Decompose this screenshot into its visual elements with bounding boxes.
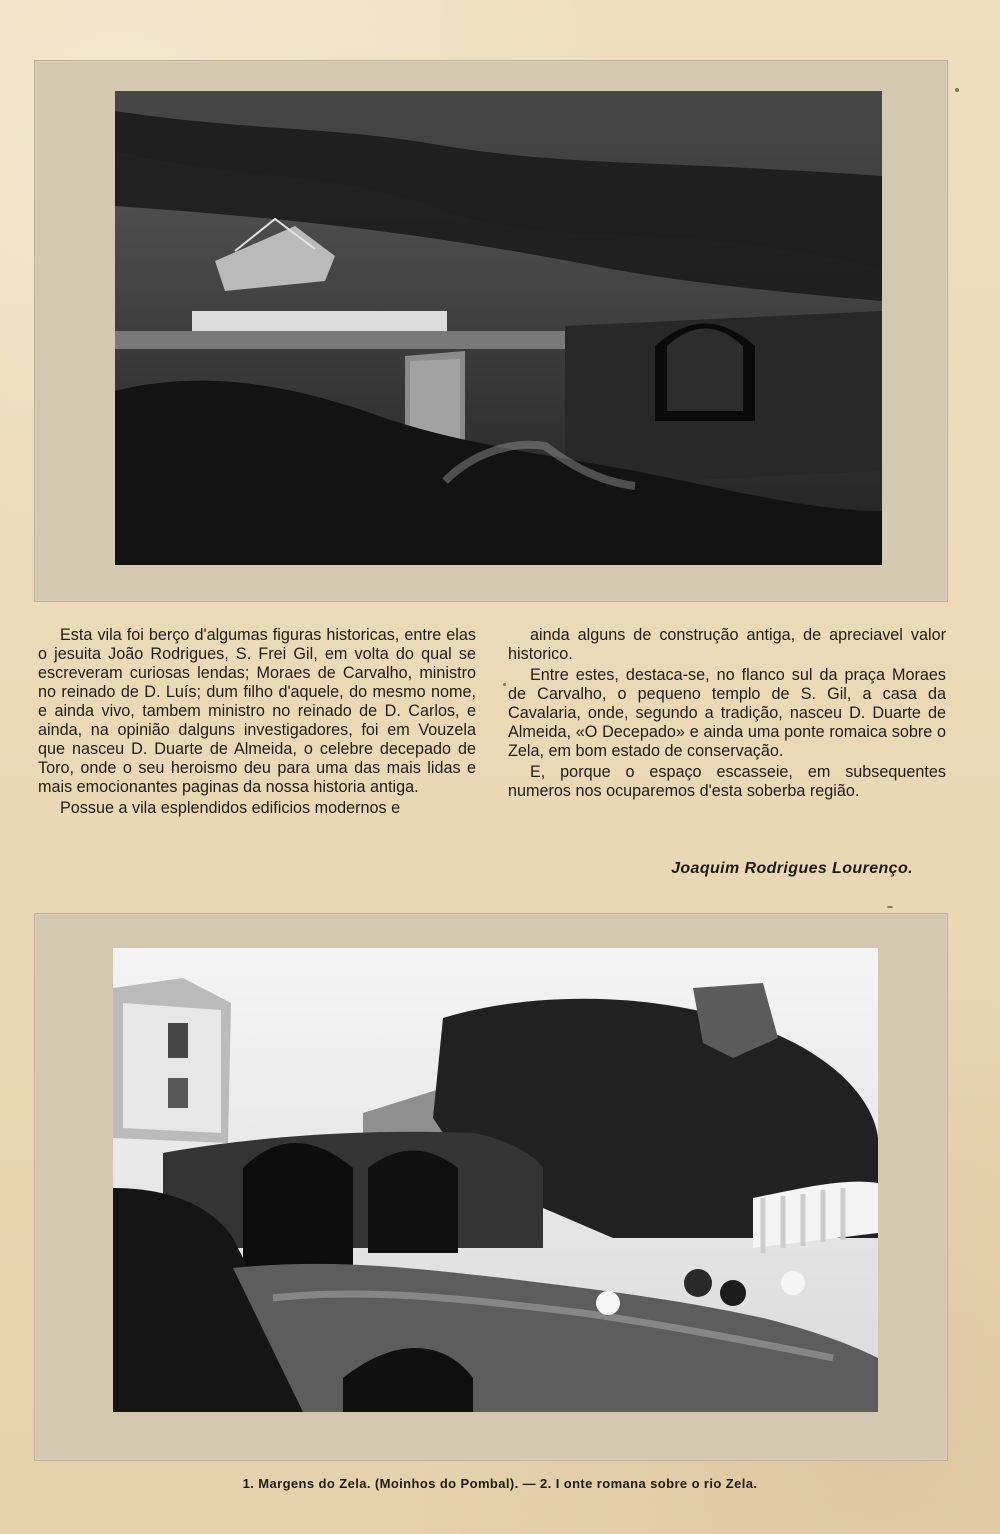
paper-speck: [955, 88, 959, 92]
paper-speck: [503, 683, 506, 686]
left-paragraph-2: Possue a vila esplendidos edificios modernos e: [60, 799, 401, 817]
photo-frame-top: [34, 60, 948, 602]
paper-speck: [887, 906, 893, 908]
photo-roman-bridge: [113, 948, 878, 1412]
photo-caption: 1. Margens do Zela. (Moinhos do Pombal). — 2. I onte romana sobre o rio Zela.: [242, 1476, 758, 1491]
right-paragraph-3: E, porque o espaço escasseie, em subsequentes numeros nos ocuparemos d'esta soberba região.: [508, 763, 946, 800]
article-text: [38, 626, 950, 886]
right-paragraph-1: ainda alguns de construção antiga, de apreciavel valor historico.: [508, 626, 946, 663]
left-paragraph-1: Esta vila foi berço d'algumas figuras historicas, entre elas o jesuita João Rodrigues, S. Frei Gil, em volta do qual se escreveram curiosas lendas; Moraes de Carvalho, ministro no reinado de D. Luís; dum filho d'aquele, do mesmo nome, e ainda vivo, tambem ministro no reinado de D. Carlos, e ainda, na opinião dalguns investigadores, foi em Vouzela que nasceu D. Duarte de Almeida, o celebre decepado de Toro, onde o seu heroismo deu para uma das mais lidas e mais emocionantes paginas da nossa historia antiga.: [38, 626, 476, 796]
photo-frame-bottom: [34, 913, 948, 1461]
photo-margins-of-zela: [115, 91, 882, 565]
author-signature: Joaquim Rodrigues Lourenço.: [671, 860, 913, 877]
right-paragraph-2: Entre estes, destaca-se, no flanco sul da praça Moraes de Carvalho, o pequeno templo de S. Gil, a casa da Cavalaria, onde, segundo a tradição, nasceu D. Duarte de Almeida, «O Decepado» e ainda uma ponte romaica sobre o Zela, em bom estado de conservação.: [508, 666, 946, 760]
left-column: [38, 626, 476, 820]
right-column: [508, 626, 946, 803]
